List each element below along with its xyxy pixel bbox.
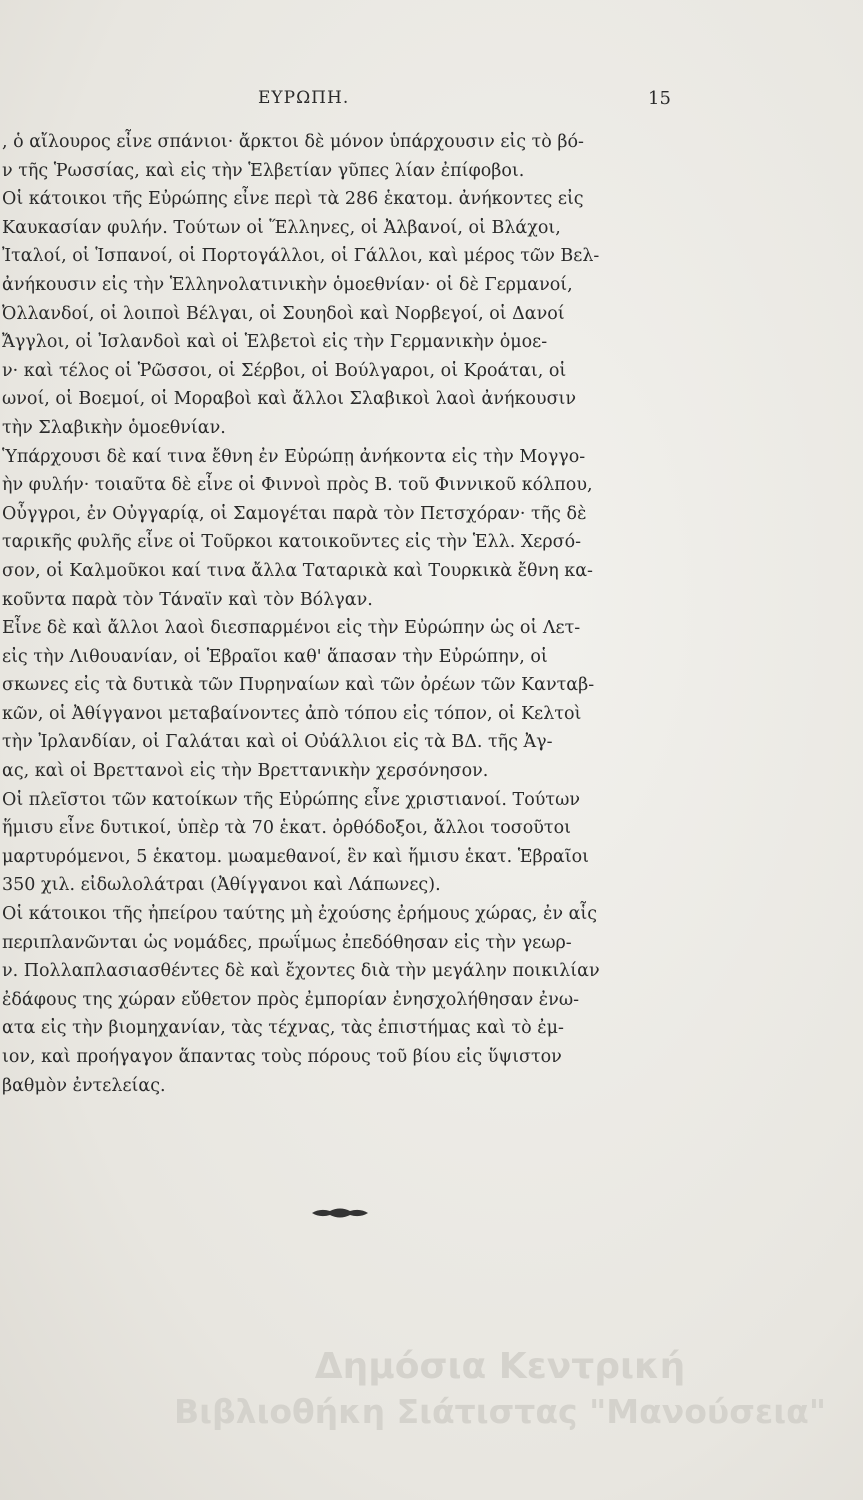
text-line: τὴν Σλαβικὴν ὁμοεθνίαν. xyxy=(2,417,226,438)
text-line: βαθμὸν ἐντελείας. xyxy=(2,1075,166,1096)
running-head: ΕΥΡΩΠΗ. xyxy=(258,88,350,108)
text-line: σκωνες εἰς τὰ δυτικὰ τῶν Πυρηναίων καὶ τῶν ὀρέων τῶν Κανταβ- xyxy=(2,675,595,696)
text-line: ἥμισυ εἶνε δυτικοί, ὑπὲρ τὰ 70 ἑκατ. ὀρθόδοξοι, ἄλλοι τοσοῦτοι xyxy=(2,818,571,839)
text-line: Οὖγγροι, ἐν Οὐγγαρίᾳ, οἱ Σαμογέται παρὰ τὸν Πετσχόραν· τῆς δὲ xyxy=(2,503,587,524)
text-line: ν· καὶ τέλος οἱ Ῥῶσσοι, οἱ Σέρβοι, οἱ Βούλγαροι, οἱ Κροάται, οἱ xyxy=(2,360,567,381)
text-line: Ὑπάρχουσι δὲ καί τινα ἔθνη ἐν Εὐρώπῃ ἀνήκοντα εἰς τὴν Μογγο- xyxy=(2,446,586,467)
text-line: Οἱ κάτοικοι τῆς ἠπείρου ταύτης μὴ ἐχούσης ἐρήμους χώρας, ἐν αἷς xyxy=(2,904,598,925)
text-line: εἰς τὴν Λιθουανίαν, οἱ Ἑβραῖοι καθ' ἅπασαν τὴν Εὐρώπην, οἱ xyxy=(2,646,548,667)
text-line: κῶν, οἱ Ἀθίγγανοι μεταβαίνοντες ἀπὸ τόπου εἰς τόπον, οἱ Κελτοὶ xyxy=(2,703,582,724)
text-line: 350 χιλ. εἰδωλολάτραι (Ἀθίγγανοι καὶ Λάπωνες). xyxy=(2,875,441,896)
page-number: 15 xyxy=(648,88,671,109)
text-line: μαρτυρόμενοι, 5 ἑκατομ. μωαμεθανοί, ἓν καὶ ἥμισυ ἑκατ. Ἑβραῖοι xyxy=(2,846,589,867)
text-line: σον, οἱ Καλμοῦκοι καί τινα ἄλλα Ταταρικὰ καὶ Τουρκικὰ ἔθνη κα- xyxy=(2,560,593,581)
text-line: τὴν Ἰρλανδίαν, οἱ Γαλάται καὶ οἱ Οὐάλλιοι εἰς τὰ ΒΔ. τῆς Ἀγ- xyxy=(2,732,553,753)
text-line: ἀνήκουσιν εἰς τὴν Ἑλληνολατινικὴν ὁμοεθνίαν· οἱ δὲ Γερμανοί, xyxy=(2,274,573,295)
watermark-line-2: Βιβλιοθήκη Σιάτιστας "Μανούσεια" xyxy=(173,1392,827,1431)
text-line: Καυκασίαν φυλήν. Τούτων οἱ Ἕλληνες, οἱ Ἀλβανοί, οἱ Βλάχοι, xyxy=(2,217,561,238)
text-line: ας, καὶ οἱ Βρεττανοὶ εἰς τὴν Βρεττανικὴν χερσόνησον. xyxy=(2,761,489,782)
text-line: ωνοί, οἱ Βοεμοί, οἱ Μοραβοὶ καὶ ἄλλοι Σλαβικοὶ λαοὶ ἀνήκουσιν xyxy=(2,389,577,410)
text-line: ταρικῆς φυλῆς εἶνε οἱ Τοῦρκοι κατοικοῦντες εἰς τὴν Ἑλλ. Χερσό- xyxy=(2,532,582,553)
text-line: ἐδάφους της χώραν εὔθετον πρὸς ἐμπορίαν ἐνησχολήθησαν ἐνω- xyxy=(2,989,580,1010)
text-line: Ἄγγλοι, οἱ Ἰσλανδοὶ καὶ οἱ Ἑλβετοὶ εἰς τὴν Γερμανικὴν ὁμοε- xyxy=(2,332,548,353)
text-line: ατα εἰς τὴν βιομηχανίαν, τὰς τέχνας, τὰς ἐπιστήμας καὶ τὸ ἐμ- xyxy=(2,1018,564,1039)
text-line: περιπλανῶνται ὡς νομάδες, πρωΐμως ἐπεδόθησαν εἰς τὴν γεωρ- xyxy=(2,932,572,953)
text-line: Οἱ πλεῖστοι τῶν κατοίκων τῆς Εὐρώπης εἶνε χριστιανοί. Τούτων xyxy=(2,789,580,810)
text-line: ν. Πολλαπλασιασθέντες δὲ καὶ ἔχοντες διὰ τὴν μεγάλην ποικιλίαν xyxy=(2,961,600,982)
text-line: ν τῆς Ῥωσσίας, καὶ εἰς τὴν Ἑλβετίαν γῦπες λίαν ἐπίφοβοι. xyxy=(2,160,525,181)
ornament-divider xyxy=(310,1205,370,1221)
text-line: Οἱ κάτοικοι τῆς Εὐρώπης εἶνε περὶ τὰ 286 ἑκατομ. ἀνήκοντες εἰς xyxy=(2,189,584,210)
text-line: , ὁ αἴλουρος εἶνε σπάνιοι· ἄρκτοι δὲ μόνον ὑπάρχουσιν εἰς τὸ βό- xyxy=(2,132,584,152)
text-line: κοῦντα παρὰ τὸν Τάναϊν καὶ τὸν Βόλγαν. xyxy=(2,589,373,610)
text-line: Εἶνε δὲ καὶ ἄλλοι λαοὶ διεσπαρμένοι εἰς τὴν Εὐρώπην ὡς οἱ Λετ- xyxy=(2,618,581,639)
page-header xyxy=(0,88,863,118)
body-text xyxy=(2,128,702,1100)
text-line: Ἰταλοί, οἱ Ἱσπανοί, οἱ Πορτογάλλοι, οἱ Γάλλοι, καὶ μέρος τῶν Βελ- xyxy=(2,246,600,267)
text-line: ιον, καὶ προήγαγον ἅπαντας τοὺς πόρους τοῦ βίου εἰς ὕψιστον xyxy=(2,1047,562,1067)
text-line: Ὀλλανδοί, οἱ λοιποὶ Βέλγαι, οἱ Σουηδοὶ καὶ Νορβεγοί, οἱ Δανοί xyxy=(2,303,565,324)
text-line: ὴν φυλήν· τοιαῦτα δὲ εἶνε οἱ Φιννοὶ πρὸς Β. τοῦ Φιννικοῦ κόλπου, xyxy=(2,475,593,496)
watermark-line-1: Δημόσια Κεντρική xyxy=(314,1346,686,1387)
